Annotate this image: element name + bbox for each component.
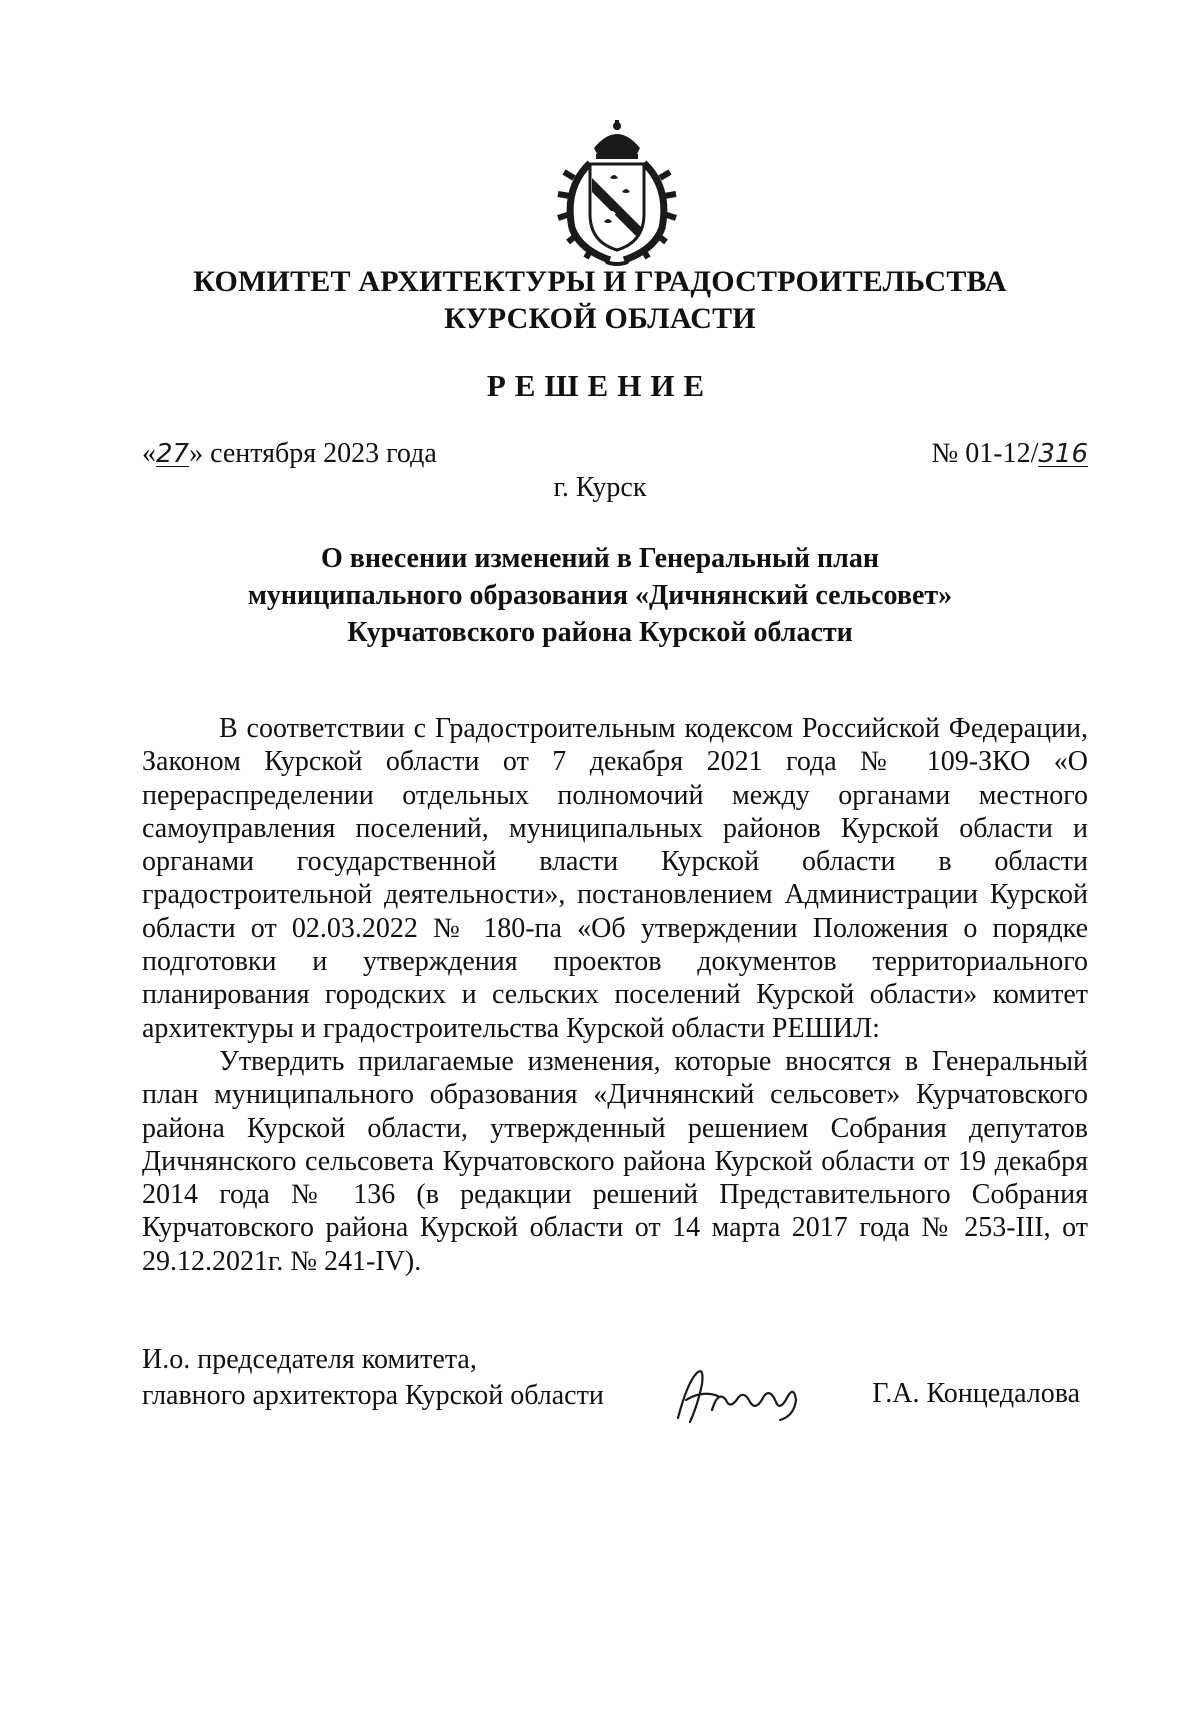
number-handwritten: 316 — [1038, 439, 1088, 469]
date-day-handwritten: 27 — [156, 439, 190, 469]
handwritten-signature-icon — [668, 1360, 818, 1430]
document-type-title: РЕШЕНИЕ — [486, 368, 714, 403]
subject-line2: муниципального образования «Дичнянский сельсовет» — [247, 580, 953, 611]
decision-body — [142, 712, 1088, 1278]
body-paragraph-1: В соответствии с Градостроительным кодексом Российской Федерации, Законом Курской области от 7 декабря 2021 года № 109-ЗКО «О перераспределении отдельных полномочий между органами местного самоуправления поселений, муниципальных районов Курской области и органами государственной власти Курской области в области градостроительной деятельности», постановлением Администрации Курской области от 02.03.2022 № 180-па «Об утверждении Положения о порядке подготовки и утверждения проектов документов территориального планирования городских и сельских поселений Курской области» комитет архитектуры и градостроительства Курской области РЕШИЛ: — [142, 713, 1088, 1044]
signatory-position — [142, 1342, 604, 1414]
number-prefix: № 01-12/ — [931, 438, 1039, 469]
city-line: г. Курск — [553, 472, 647, 503]
position-line2: главного архитектора Курской области — [142, 1380, 604, 1411]
body-paragraph-2: Утвердить прилагаемые изменения, которые вносятся в Генеральный план муниципального образования «Дичнянский сельсовет» Курчатовского района Курской области, утвержденный решением Собрания депутатов Дичнянского сельсовета Курчатовского района Курской области от 19 декабря 2014 года № 136 (в редакции решений Представительного Собрания Курчатовского района Курской области от 14 марта 2017 года № 253-III, от 29.12.2021г. № 241-IV). — [142, 1045, 1088, 1277]
decision-subject — [0, 540, 1200, 651]
decision-date — [142, 438, 437, 470]
decision-number — [932, 438, 1088, 470]
organization-name-line1: КОМИТЕТ АРХИТЕКТУРЫ И ГРАДОСТРОИТЕЛЬСТВА — [193, 265, 1007, 298]
subject-line1: О внесении изменений в Генеральный план — [320, 543, 880, 574]
coat-of-arms-icon — [550, 118, 684, 268]
date-rest: » сентября 2023 года — [189, 438, 437, 469]
organization-name-line2: КУРСКОЙ ОБЛАСТИ — [444, 302, 756, 335]
position-line1: И.о. председателя комитета, — [142, 1344, 477, 1375]
subject-line3: Курчатовского района Курской области — [347, 617, 853, 648]
date-open-quote: « — [142, 438, 156, 469]
signer-name: Г.А. Концедалова — [872, 1378, 1080, 1409]
